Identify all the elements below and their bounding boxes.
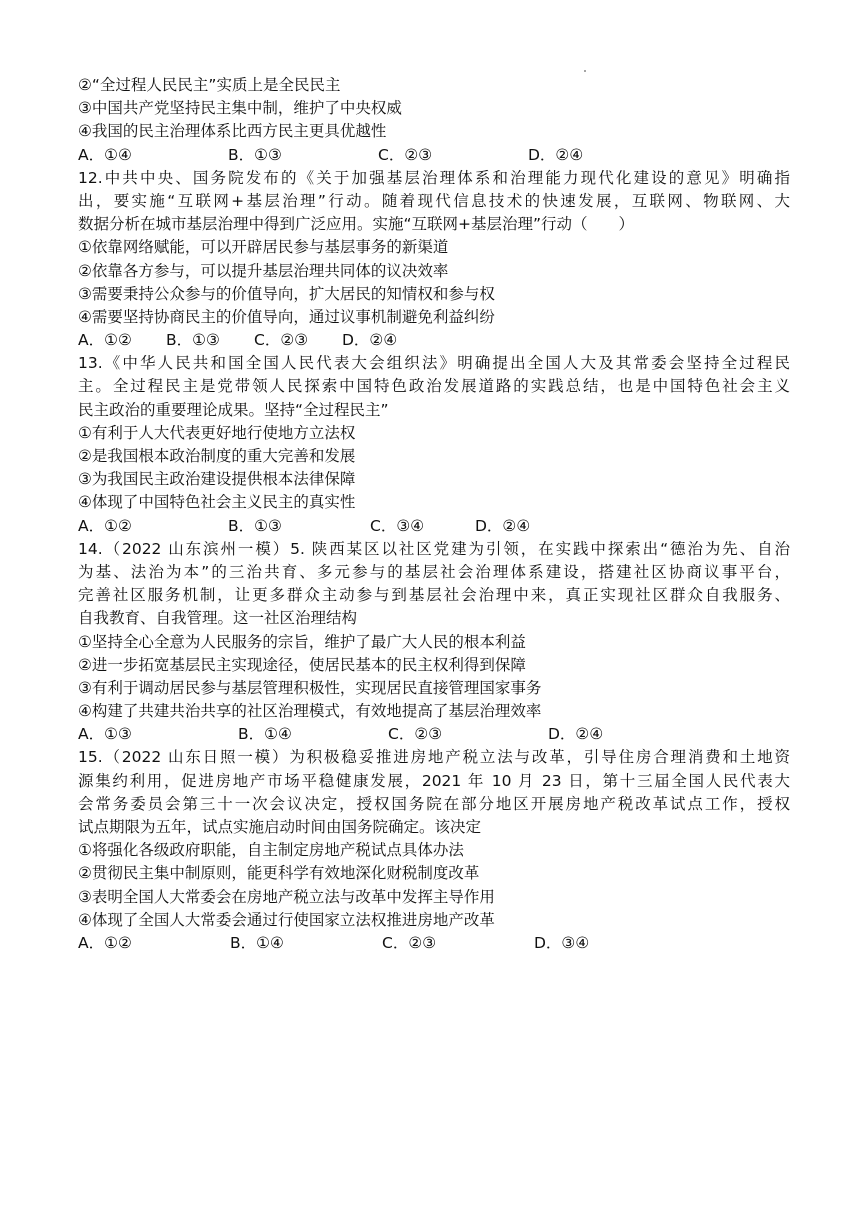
q14-statement-4: ④构建了共建共治共享的社区治理模式，有效地提高了基层治理效率: [78, 702, 542, 721]
q13-stem-line-1: 13.《中华人民共和国全国人民代表大会组织法》明确提出全国人大及其常委会坚持全过程民: [78, 354, 790, 373]
q14-stem-line-4: 自我教育、自我管理。这一社区治理结构: [78, 609, 358, 628]
q15-statement-4: ④体现了全国人大常委会通过行使国家立法权推进房地产改革: [78, 910, 495, 929]
q13-statement-2: ②是我国根本政治制度的重大完善和发展: [78, 447, 356, 465]
q12-stem-line-3: 数据分析在城市基层治理中得到广泛应用。实施“互联网+基层治理”行动（ ）: [78, 215, 635, 234]
q12-stem-line-1: 12.中共中央、国务院发布的《关于加强基层治理体系和治理能力现代化建设的意见》明确指: [78, 168, 790, 187]
q12-statement-2: ②依靠各方参与，可以提升基层治理共同体的议决效率: [78, 261, 449, 280]
q13-option-c: C．③④: [370, 516, 425, 535]
q12-statement-1: ①依靠网络赋能，可以开辟居民参与基层事务的新渠道: [78, 238, 449, 257]
q15-option-a: A．①②: [78, 933, 132, 952]
q13-stem-line-2: 主。全过程民主是党带领人民探索中国特色政治发展道路的实践总结，也是中国特色社会主义: [78, 377, 790, 396]
q15-stem-line-4: 试点期限为五年，试点实施启动时间由国务院确定。该决定: [78, 818, 482, 836]
q14-stem-line-1: 14.（2022 山东滨州一模）5. 陕西某区以社区党建为引领，在实践中探索出“德治为先、自治: [78, 539, 790, 558]
q13-stem-line-3: 民主政治的重要理论成果。坚持“全过程民主”: [78, 400, 389, 419]
q15-statement-2: ②贯彻民主集中制原则，能更科学有效地深化财税制度改革: [78, 864, 480, 883]
q13-option-a: A．①②: [78, 516, 132, 535]
q11-statement-3: ③中国共产党坚持民主集中制，维护了中央权威: [78, 99, 402, 118]
q12-option-a: A．①②: [78, 331, 132, 350]
q11-statement-2: ②“全过程人民民主”实质上是全民民主: [78, 76, 341, 94]
q15-stem-line-1: 15.（2022 山东日照一模）为积极稳妥推进房地产税立法与改革，引导住房合理消费和土地资: [78, 748, 790, 767]
q11-option-b: B．①③: [228, 145, 282, 164]
q12-option-c: C．②③: [254, 331, 309, 350]
q14-option-c: C．②③: [388, 725, 443, 744]
stray-mark: [584, 70, 586, 72]
q14-option-d: D．②④: [548, 725, 604, 744]
q11-options: [78, 144, 790, 167]
q12-options: [78, 329, 790, 352]
q13-option-b: B．①③: [228, 516, 282, 535]
q15-stem-line-3: 会常务委员会第三十一次会议决定，授权国务院在部分地区开展房地产税改革试点工作，授权: [78, 794, 790, 813]
q14-option-a: A．①③: [78, 725, 132, 744]
q12-option-b: B．①③: [166, 331, 220, 350]
q12-stem-line-2: 出，要实施“互联网+基层治理”行动。随着现代信息技术的快速发展，互联网、物联网、大: [78, 191, 790, 210]
q15-options: [78, 932, 790, 955]
q14-stem-line-3: 完善社区服务机制，让更多群众主动参与到基层社会治理中来，真正实现社区群众自我服务、: [78, 586, 790, 605]
q11-option-c: C．②③: [378, 145, 433, 164]
q12-option-d: D．②④: [342, 331, 398, 350]
q14-statement-3: ③有利于调动居民参与基层管理积极性，实现居民直接管理国家事务: [78, 678, 542, 697]
q13-statement-1: ①有利于人大代表更好地行使地方立法权: [78, 423, 356, 442]
q11-option-d: D．②④: [528, 145, 584, 164]
q15-statement-3: ③表明全国人大常委会在房地产税立法与改革中发挥主导作用: [78, 887, 495, 906]
q15-option-c: C．②③: [382, 933, 437, 952]
q15-option-d: D．③④: [534, 933, 590, 952]
q11-option-a: A．①④: [78, 145, 132, 164]
q14-statement-1: ①坚持全心全意为人民服务的宗旨，维护了最广大人民的根本利益: [78, 632, 526, 651]
q14-stem-line-2: 为基、法治为本”的三治共育、多元参与的基层社会治理体系建设，搭建社区协商议事平台，: [78, 562, 790, 581]
q11-statement-4: ④我国的民主治理体系比西方民主更具优越性: [78, 122, 387, 141]
q15-option-b: B．①④: [230, 933, 284, 952]
q13-option-d: D．②④: [475, 516, 531, 535]
q13-statement-4: ④体现了中国特色社会主义民主的真实性: [78, 493, 356, 512]
q15-stem-line-2: 源集约利用，促进房地产市场平稳健康发展，2021 年 10 月 23 日，第十三届全国人民代表大: [78, 771, 790, 790]
q14-options: [78, 723, 790, 746]
q12-statement-3: ③需要秉持公众参与的价值导向，扩大居民的知情权和参与权: [78, 284, 495, 303]
q14-statement-2: ②进一步拓宽基层民主实现途径，使居民基本的民主权利得到保障: [78, 655, 526, 674]
q15-statement-1: ①将强化各级政府职能，自主制定房地产税试点具体办法: [78, 841, 464, 860]
question-content: [78, 74, 790, 955]
q13-statement-3: ③为我国民主政治建设提供根本法律保障: [78, 470, 356, 489]
q14-option-b: B．①④: [238, 725, 292, 744]
q13-options: [78, 515, 790, 538]
q12-statement-4: ④需要坚持协商民主的价值导向，通过议事机制避免利益纠纷: [78, 307, 495, 326]
